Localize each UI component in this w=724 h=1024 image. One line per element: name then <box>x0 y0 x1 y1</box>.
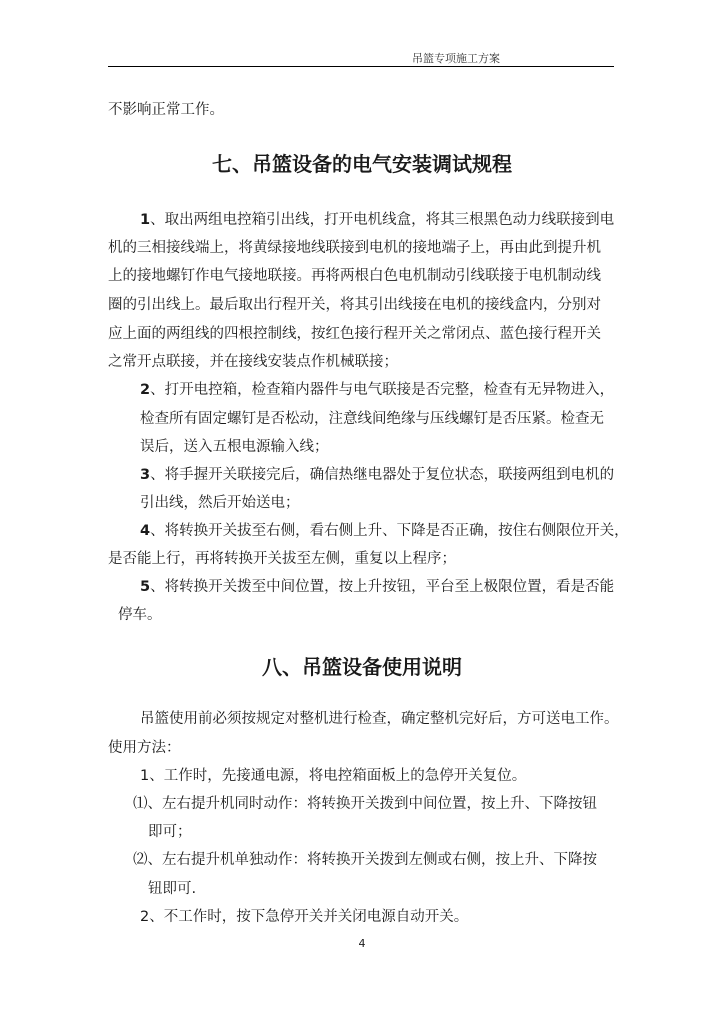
s7-line-8: 误后，送入五根电源输入线； <box>140 439 329 455</box>
s7-line-9: 3、将手握开关联接完后，确信热继电器处于复位状态，联接两组到电机的 <box>140 467 615 483</box>
s7-line-0: 1、取出两组电控箱引出线，打开电机线盒，将其三根黑色动力线联接到电 <box>140 212 615 228</box>
s8-line-5: ⑵、左右提升机单独动作：将转换开关拨到左侧或右侧，按上升、下降按 <box>133 852 597 868</box>
s7-line-10: 引出线，然后开始送电； <box>140 495 300 511</box>
s8-line-4: 即可； <box>148 824 192 840</box>
step-number: 3 <box>140 467 151 483</box>
s7-line-12: 是否能上行，再将转换开关拔至左侧，重复以上程序； <box>108 551 456 567</box>
s8-line-3: ⑴、左右提升机同时动作：将转换开关拨到中间位置，按上升、下降按钮 <box>133 796 597 812</box>
s8-line-2: 1、工作时，先接通电源，将电控箱面板上的急停开关复位。 <box>140 768 527 784</box>
step-number: 4 <box>140 523 151 539</box>
s7-line-13: 5、将转换开关拨至中间位置，按上升按钮，平台至上极限位置，看是否能 <box>140 579 615 595</box>
section7-heading: 七、吊篮设备的电气安装调试规程 <box>212 152 512 176</box>
step-number: 2 <box>140 382 151 398</box>
s8-line-7: 2、不工作时，按下急停开关并关闭电源自动开关。 <box>140 909 469 925</box>
s8-line-1: 使用方法： <box>108 740 181 756</box>
step-number: 1 <box>140 212 151 228</box>
s8-line-0: 吊篮使用前必须按规定对整机进行检查，确定整机完好后，方可送电工作。 <box>140 711 619 727</box>
s7-line-4: 应上面的两组线的四根控制线，按红色接行程开关之常闭点、蓝色接行程开关 <box>108 326 601 342</box>
s7-line-11: 4、将转换开关拔至右侧，看右侧上升、下降是否正确，按住右侧限位开关， <box>140 523 629 539</box>
s7-line-1: 机的三相接线端上，将黄绿接地线联接到电机的接地端子上，再由此到提升机 <box>108 240 601 256</box>
s7-line-14: 停车。 <box>118 607 162 623</box>
intro-line: 不影响正常工作。 <box>108 102 224 118</box>
s7-line-3: 圈的引出线上。最后取出行程开关，将其引出线接在电机的接线盒内，分别对 <box>108 297 601 313</box>
s7-line-5: 之常开点联接，并在接线安装点作机械联接； <box>108 354 398 370</box>
s7-line-2: 上的接地螺钉作电气接地联接。再将两根白色电机制动引线联接于电机制动线 <box>108 268 601 284</box>
header-title: 吊篮专项施工方案 <box>412 52 500 65</box>
s7-line-7: 检查所有固定螺钉是否松动，注意线间绝缘与压线螺钉是否压紧。检查无 <box>140 411 604 427</box>
page-number: 4 <box>358 937 366 950</box>
header-rule <box>108 66 614 67</box>
s7-line-6: 2、打开电控箱，检查箱内器件与电气联接是否完整，检查有无异物进入， <box>140 382 615 398</box>
step-number: 5 <box>140 579 151 595</box>
section8-heading: 八、吊篮设备使用说明 <box>262 655 462 679</box>
s8-line-6: 钮即可. <box>148 881 197 897</box>
